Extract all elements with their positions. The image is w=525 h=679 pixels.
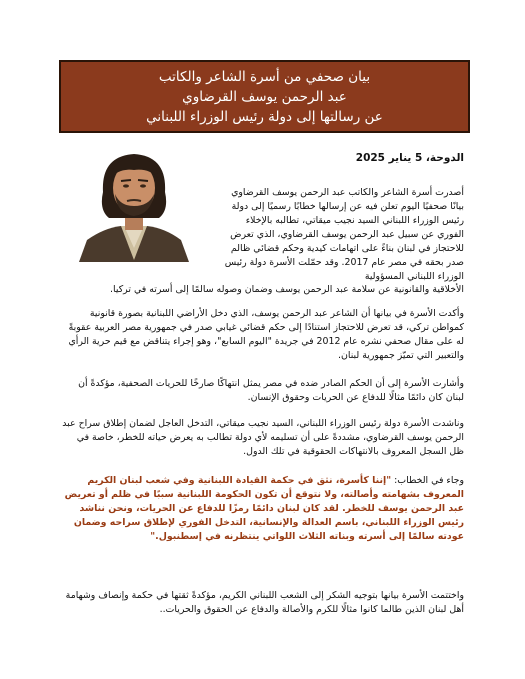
paragraph-6: واختتمت الأسرة بيانها بتوجيه الشكر إلى الشعب اللبناني الكريم، مؤكدةً ثقتها في حكمة وإنصاف وشهامة أهل لبنان الذين طالما كانوا مثالًا للكرم والأصالة والدفاع عن الحقوق والحريات.. (65, 590, 464, 616)
paragraph-1-continued: الأخلاقية والقانونية عن سلامة عبد الرحمن يوسف وضمان وصوله سالمًا إلى أسرته في تركيا. (110, 284, 464, 296)
dateline: الدوحة، 5 يناير 2025 (355, 152, 464, 164)
quote-intro: وجاء في الخطاب: (391, 475, 464, 487)
quoted-letter: "إننا كأسرة، نثق في حكمة القيادة اللبنانية وفي شعب لبنان الكريم المعروف بشهامته وأصالته، ولا نتوقع أن تكون الحكومة اللبنانية سببًا في ظلم أو تعريض عبد الرحمن يوسف للخطر. لقد كان لبنان دائمًا رمزًا للدفاع عن الحريات، ونحن نناشد رئيس الوزراء اللبناني، باسم العدالة والإنسانية، التدخل الفوري لإطلاق سراحه وضمان عودته سالمًا إلى أسرته وبناته الثلاث اللواتي ينتظرنه في إسطنبول." (64, 475, 464, 543)
title-line-3: عن رسالتها إلى دولة رئيس الوزراء اللبناني (146, 109, 383, 125)
paragraph-5 (60, 474, 464, 544)
paragraph-3: وأشارت الأسرة إلى أن الحكم الصادر ضده في مصر يمثل انتهاكًا صارخًا للحريات الصحفية، مؤكدةً أن لبنان كان دائمًا مثالًا للدفاع عن الحريات وحقوق الإنسان. (78, 378, 464, 404)
title-banner (59, 60, 470, 133)
paragraph-2: وأكدت الأسرة في بيانها أن الشاعر عبد الرحمن يوسف، الذي دخل الأراضي اللبنانية بصورة قانونية كمواطن تركي، قد تعرض للاحتجاز استنادًا إلى حكم قضائي غيابي صدر في جمهورية مصر العربية عقوبةً له على مقال صحفي نشره عام 2012 في جريدة "اليوم السابع"، وهو إجراء يتناقض مع قيم حرية الرأي والتعبير التي تميّز جمهورية لبنان. (68, 308, 464, 362)
title-line-1: بيان صحفي من أسرة الشاعر والكاتب (158, 69, 371, 85)
title-line-2: عبد الرحمن يوسف القرضاوي (182, 89, 347, 105)
paragraph-1: أصدرت أسرة الشاعر والكاتب عبد الرحمن يوسف القرضاوي بيانًا صحفيًا اليوم تعلن فيه عن إرسالها خطابًا رسميًا إلى دولة رئيس الوزراء اللبناني السيد نجيب ميقاتي، تطالبه بالإخلاء الفوري عن سبيل عبد الرحمن يوسف القرضاوي، الذي تعرض للاحتجاز في لبنان بناءً على اتهامات كيدية وحكم قضائي ظالم صدر بحقه في مصر عام 2017. وقد حمّلت الأسرة دولة رئيس الوزراء اللبناني المسؤولية (224, 187, 464, 283)
paragraph-4: وناشدت الأسرة دولة رئيس الوزراء اللبناني، السيد نجيب ميقاتي، التدخل العاجل لضمان إطلاق سراح عبد الرحمن يوسف القرضاوي، مشددةً على أن تسليمه لأي دولة تطالب به يعرض حياته للخطر، خاصة في ظل السجل المعروف بالانتهاكات الحقوقية في تلك الدول. (62, 418, 464, 458)
portrait-image (59, 148, 209, 262)
